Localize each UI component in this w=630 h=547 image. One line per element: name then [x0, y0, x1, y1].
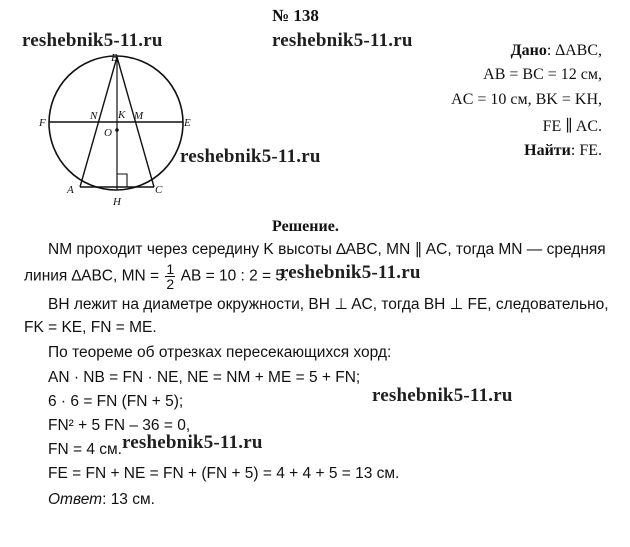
watermark: reshebnik5-11.ru: [372, 385, 513, 406]
watermark: reshebnik5-11.ru: [22, 30, 163, 51]
fraction-numerator: 1: [166, 261, 175, 277]
solution-line-1: NM проходит через середину K высоты ∆ABC, MN ∥ AC, тогда MN — средняя: [48, 241, 606, 258]
solution-line-5: По теореме об отрезках пересекающихся хорд:: [48, 344, 392, 361]
label-c: C: [155, 184, 163, 196]
given-line-3: AC = 10 см, BK = KH,: [451, 91, 602, 108]
solution-line-4: FK = KE, FN = ME.: [24, 319, 157, 336]
solution-line-3: BH лежит на диаметре окружности, BH ⊥ AC, тогда BH ⊥ FE, следовательно,: [48, 296, 609, 313]
given-label: Дано: [510, 42, 547, 59]
center-point: [115, 128, 119, 132]
solution-line-6: AN · NB = FN · NE, NE = NM + ME = 5 + FN;: [48, 369, 361, 386]
geometry-figure: [30, 50, 200, 210]
solution-line-2b: AB = 10 : 2 = 5.: [180, 267, 289, 285]
given-line-2: AB = BC = 12 см,: [483, 66, 602, 83]
find-value: : FE.: [570, 142, 602, 159]
solution-heading: Решение.: [272, 218, 339, 235]
watermark: reshebnik5-11.ru: [122, 432, 263, 453]
label-m: M: [134, 110, 144, 122]
solution-line-2: [24, 262, 288, 291]
label-o: O: [104, 127, 112, 139]
answer-line: [48, 491, 155, 509]
label-n: N: [90, 110, 98, 122]
given-value: : ∆ABC,: [546, 42, 602, 59]
label-f: F: [39, 117, 46, 129]
right-angle-mark: [117, 174, 127, 187]
watermark: reshebnik5-11.ru: [272, 30, 413, 51]
solution-line-2a: линия ∆ABC, MN =: [24, 267, 160, 285]
fraction-denominator: 2: [166, 276, 175, 292]
solution-line-9: FN = 4 см.: [48, 441, 122, 458]
find-line: [524, 142, 602, 160]
problem-number: № 138: [272, 6, 319, 25]
circle: [49, 56, 183, 190]
answer-value: : 13 см.: [102, 491, 155, 508]
answer-label: Ответ: [48, 491, 103, 508]
label-b: B: [111, 52, 118, 64]
label-e: E: [184, 117, 191, 129]
given-line-4: FE ∥ AC.: [542, 118, 602, 135]
label-a: A: [67, 184, 74, 196]
label-h: H: [113, 196, 121, 208]
watermark: reshebnik5-11.ru: [180, 146, 321, 167]
find-label: Найти: [524, 142, 571, 159]
given-line-1: [511, 42, 602, 60]
solution-line-7: 6 · 6 = FN (FN + 5);: [48, 393, 184, 410]
solution-line-8: FN² + 5 FN – 36 = 0,: [48, 417, 191, 434]
watermark: reshebnik5-11.ru: [280, 262, 421, 283]
label-k: K: [118, 109, 126, 121]
solution-line-10: FE = FN + NE = FN + (FN + 5) = 4 + 4 + 5 = 13 см.: [48, 465, 400, 482]
fraction-one-half: [165, 262, 175, 291]
